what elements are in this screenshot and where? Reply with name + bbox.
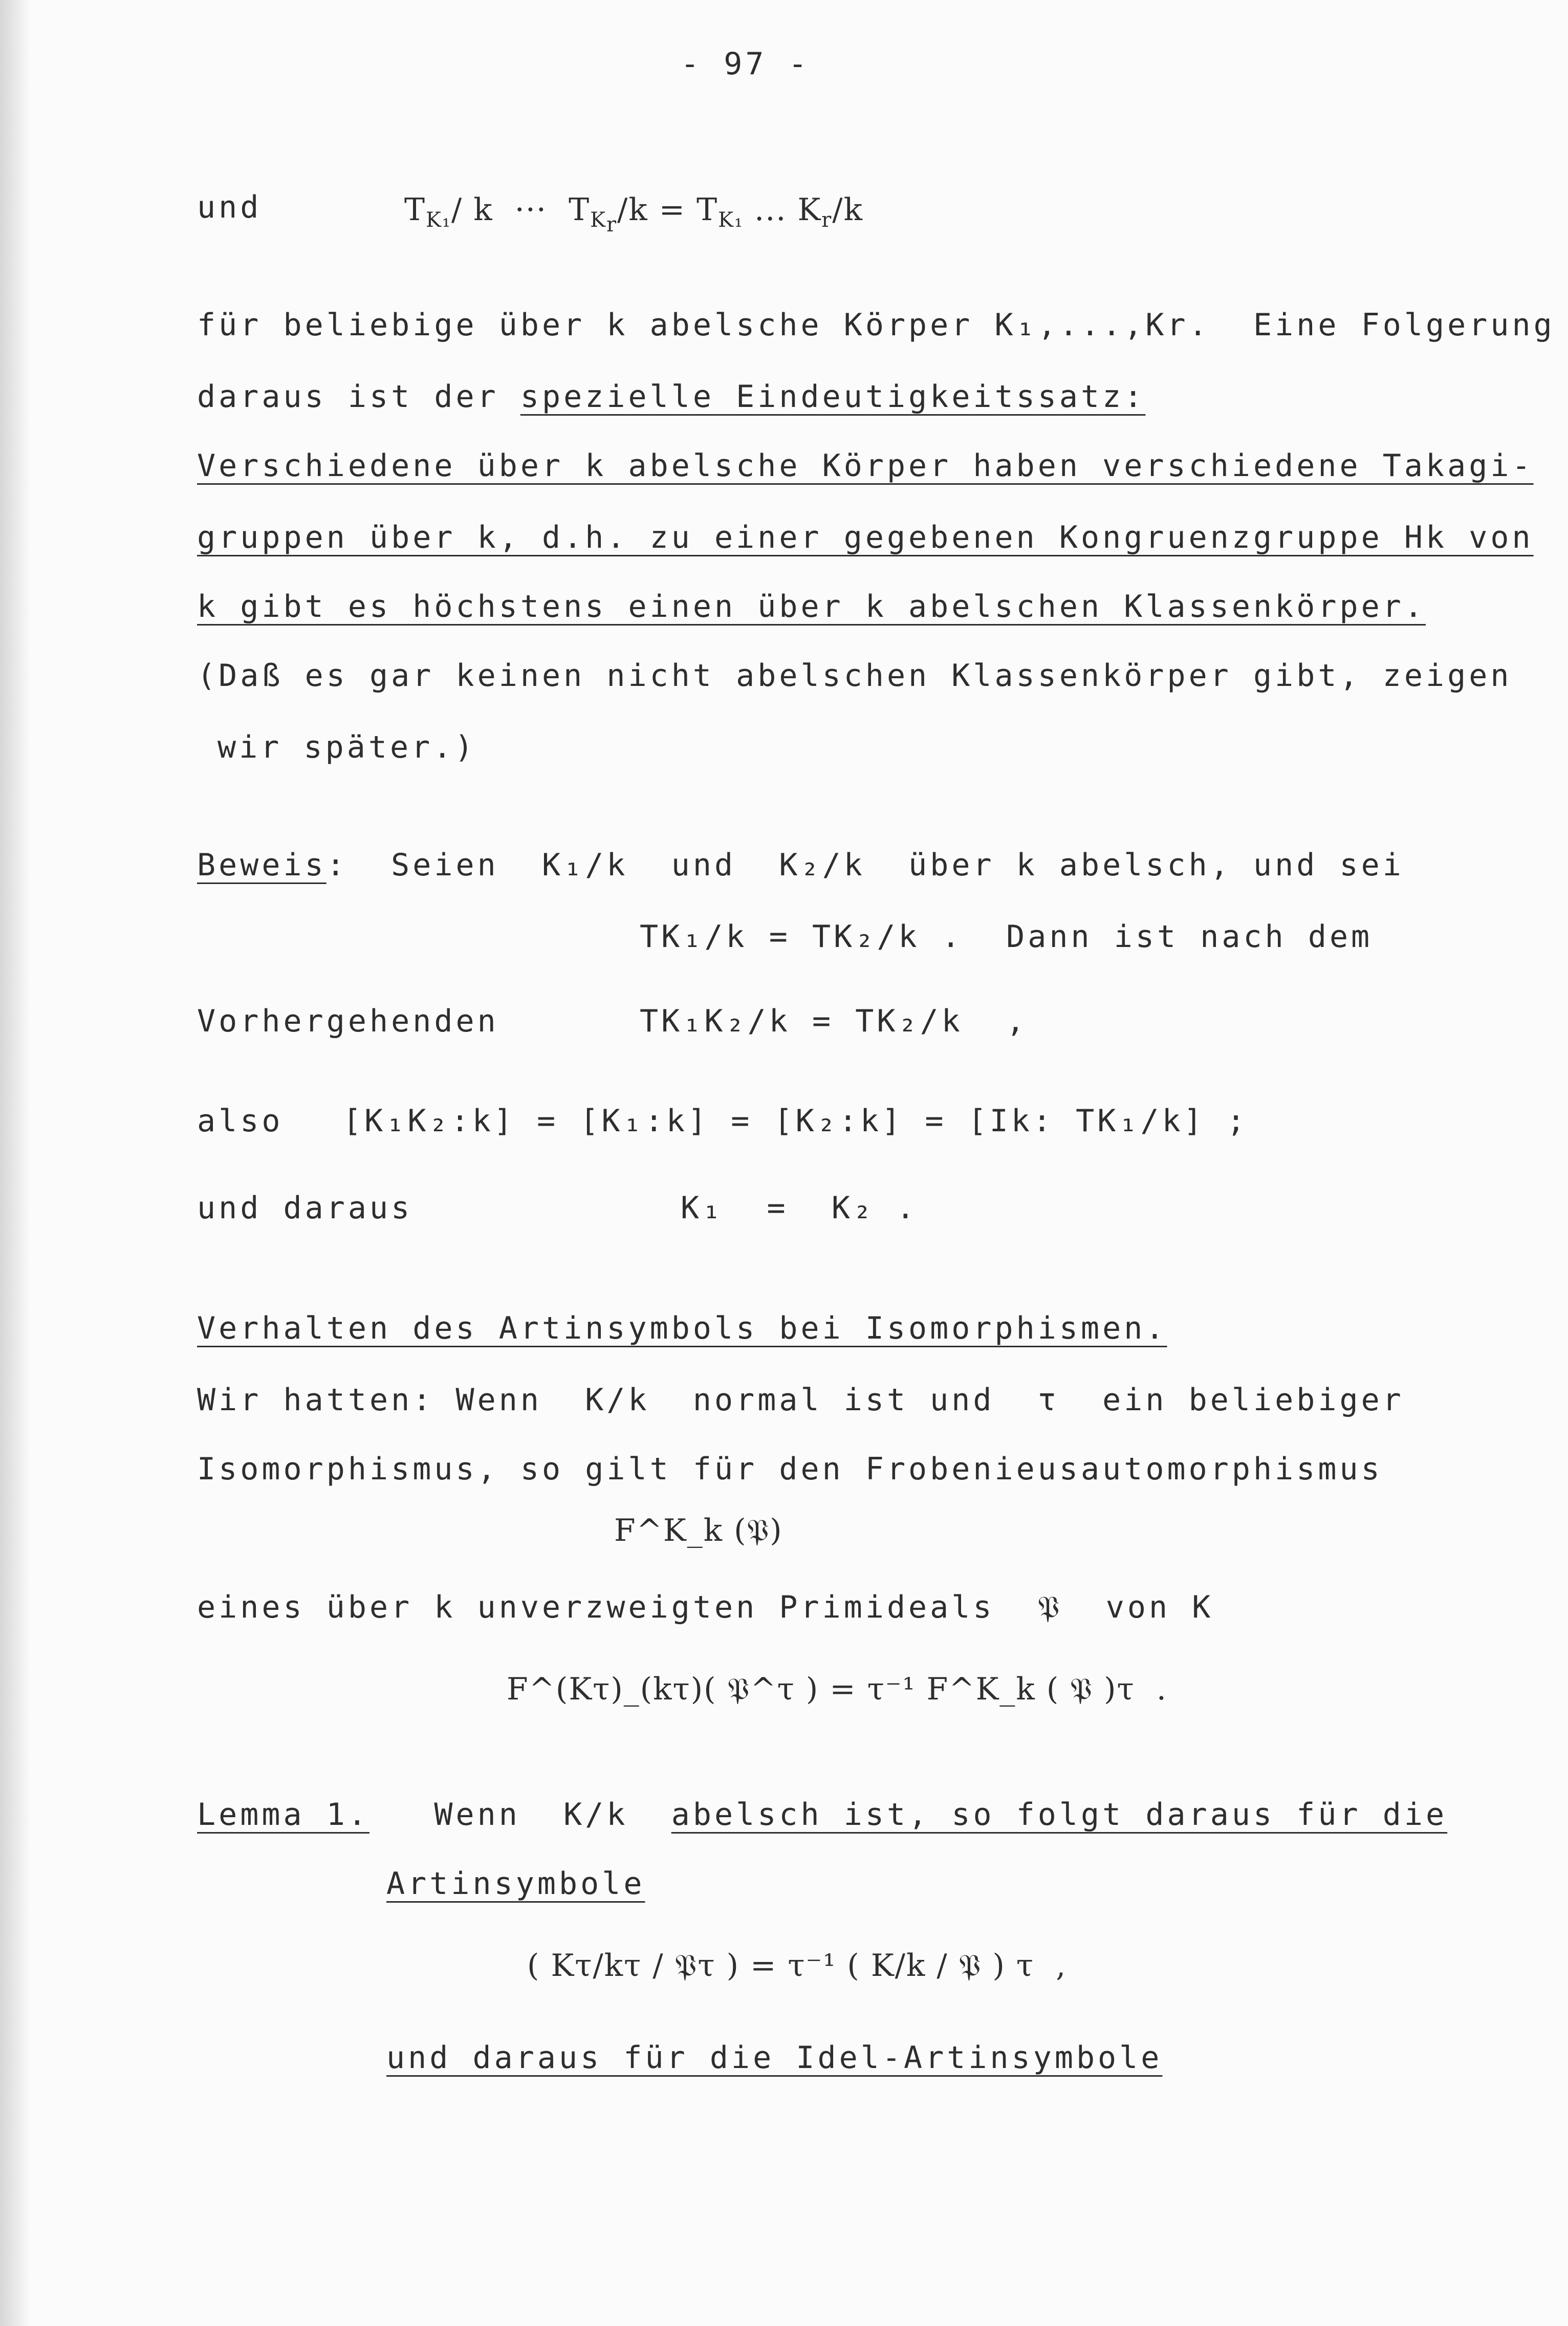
text-line-3-prefix: daraus ist der [197, 379, 520, 415]
lemma-line-1 [197, 1797, 1448, 1833]
text-line-8: wir später.) [217, 729, 476, 765]
text-line-7: (Daß es gar keinen nicht abelschen Klassenkörper gibt, zeigen [197, 658, 1512, 694]
text-line-3 [197, 379, 1146, 415]
formula-takagi-product: $T_{K_1}/$ k ··· $T_{K_r}/k = T_{K_1}$ ... $K_r/k$ [404, 192, 863, 236]
also-label: also [197, 1103, 284, 1139]
last-line: und daraus für die Idel-Artinsymbole [386, 2040, 1163, 2076]
theorem-line-1: Verschiedene über k abelsche Körper haben verschiedene Takagi- [197, 448, 1534, 484]
vorher-label: Vorhergehenden [197, 1003, 499, 1039]
lemma-label: Lemma 1. [197, 1797, 369, 1833]
daraus-formula: K₁ = K₂ . [681, 1190, 918, 1226]
page-edge-shadow [0, 0, 31, 2326]
text-line-2: für beliebige über k abelsche Körper K₁,...,Kr. Eine Folgerung [197, 307, 1555, 343]
lemma-text-a: Wenn K/k [434, 1797, 671, 1833]
vorher-formula: TK₁K₂/k = TK₂/k , [640, 1003, 1028, 1039]
text-und: und [197, 189, 262, 225]
section-line-4: eines über k unverzweigten Primideals 𝔓 von K [197, 1589, 1214, 1625]
page-number: - 97 - [681, 46, 810, 82]
heading-eindeutigkeitssatz: spezielle Eindeutigkeitssatz: [520, 379, 1146, 415]
formula-artin-symbol: ( Kτ/kτ / 𝔓τ ) = τ⁻¹ ( K/k / 𝔓 ) τ , [527, 1948, 1067, 1984]
theorem-line-2: gruppen über k, d.h. zu einer gegebenen Kongruenzgruppe Hk von [197, 520, 1534, 555]
formula-frobenius: F^K_k (𝔓) [614, 1513, 783, 1548]
section-line-1: Wir hatten: Wenn K/k normal ist und τ ein beliebiger [197, 1382, 1404, 1418]
beweis-text: : Seien K₁/k und K₂/k über k abelsch, und sei [326, 847, 1404, 883]
also-formula: [K₁K₂:k] = [K₁:k] = [K₂:k] = [Ik: TK₁/k] ; [343, 1103, 1249, 1139]
formula-frobenius-iso: F^(Kτ)_(kτ)( 𝔓^τ ) = τ⁻¹ F^K_k ( 𝔓 )τ . [507, 1671, 1167, 1707]
beweis-label: Beweis [197, 847, 326, 883]
beweis-formula: TK₁/k = TK₂/k . Dann ist nach dem [640, 919, 1373, 955]
section-line-2: Isomorphismus, so gilt für den Frobenieusautomorphismus [197, 1451, 1383, 1487]
section-title: Verhalten des Artinsymbols bei Isomorphismen. [197, 1310, 1167, 1346]
theorem-line-3: k gibt es höchstens einen über k abelschen Klassenkörper. [197, 589, 1426, 624]
beweis-line [197, 847, 1404, 883]
daraus-label: und daraus [197, 1190, 413, 1226]
lemma-line-2: Artinsymbole [386, 1866, 645, 1902]
lemma-text-b: abelsch ist, so folgt daraus für die [671, 1797, 1448, 1833]
